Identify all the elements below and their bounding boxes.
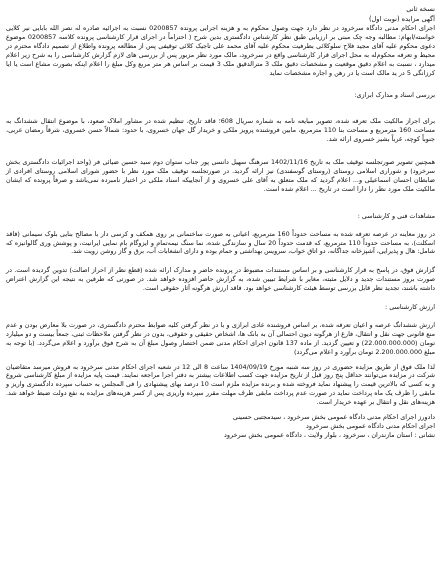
- copy-label: نسخه ثانی: [406, 5, 435, 13]
- notice-title: آگهی مزایده (نوبت اول): [368, 15, 435, 23]
- valuation-heading: ارزش کارشناسی :: [385, 303, 435, 312]
- officer-signature: دادورز اجرای احکام مدنی دادگاه عمومی بخش سرخرود ، سیدمجتبی حسینی: [232, 413, 435, 422]
- office-name: اجرای احکام مدنی دادگاه عمومی بخش سرخرود: [306, 422, 435, 430]
- valuation-paragraph: ارزش ششدانگ عرصه و اعیان تعرفه شده، بر اساس فروشنده عادی ابرازی و با در نظر گرفتن کلیه ضوابط محترم دادگستری، در صورت بلا معارض بودن و عدم منع قانونی جهت نقل و انتقال، فارغ از هرگونه دیون احتمالی آن به بانک ها، اشخاص حقیقی و حقوقی، بدون در نظر گرفتن ملاحظات ثبتی، جمعاً بیست و دو میلیارد تومان (22.000.000.000) و تعیین گردید. از ماده 137 قانون اجرای احکام مدنی ضمن اختصار وصول مبلغ آن به شرح فوق برآورد و اعلام می‌گردد. (با توجه به مبلغ 2.200.000.000 تومان برآورد و اعلام می‌گردد): [6, 320, 436, 356]
- seizure-paragraph: همچنین تصویر صورتجلسه توقیف ملک به تاریخ 1402/11/16 سرهنگ سهیل دانسی پور جناب ستوان دوم سید حسین ضیائی فر (واحد اجرائیات دادگستری بخش سرخرود) و شوراری اسلامی روستای (روستای گوسفندی) نیز ارائه گردید. در صورتجلسه توقیف ملک مورد نظر با حضور شورای اسلامی روستای افرادی از ضابطان احسان اسماعیلی و... اعلام گردید که ملک متعلق به آقای علی خسروی و از آنجاییکه اسناد ملکی در اختیار نامبرده نمی‌باشد و صرفاً پرونده که ایشان مالکیت ملک مورد نظر را دارا است در تاریخ ... اعلام شده است.: [6, 158, 435, 193]
- office-address: نشانی : استان مازندران ، سرخرود ، بلوار ولایت ، دادگاه عمومی بخش سرخرود: [224, 430, 435, 439]
- documents-heading: بررسی اسناد و مدارک ابرازی:: [354, 91, 435, 100]
- auction-terms-paragraph: لذا ملک فوق از طریق مزایده حضوری در روز سه شنبه مورخ 1404/09/19 ساعت 8 الی 12 در شعبه اجرای احکام مدنی سرخرود به فروش میرسد متقاضیان شرکت در مزایده می‌توانند حداقل پنج روز قبل از تاریخ مزایده جهت کسب اطلاعات بیشتر به دفتر اجرا مراجعه نمایند. قیمت پایه مزایده از مبلغ کارشناسی شروع و به کسی که بالاترین قیمت را پیشنهاد نماید فروخته شده و برنده مزایده ملزم است 10 درصد بهای پیشنهادی را فی المجلس به حساب سپرده دادگستری واریز و مابقی را ظرف یک ماه پرداخت نماید در صورت عدم پرداخت مابقی ظرف مهلت مقرر سپرده واریزی پس از کسر هزینه‌های مزایده به نفع دولت ضبط خواهد شد. هزینه‌های نقل و انتقال بر عهده خریدار است.: [6, 362, 436, 407]
- intro-paragraph: اجرای احکام مدنی دادگاه سرخرود در نظر دارد جهت وصول محکوم به و هزینه اجرایی پرونده 0200857 نسبت به اجرائیه صادره له نصر الله بابایی نیر کلایی خواسته/ابهام: مطالبه وجه چک مبنی بر ارزیابی طبق نظر کارشناس دادگستری بدین شرح ( احتراماً در اجرای قرار کارشناسی پرونده کلاسه 0200857 موضوع دعوی محکوم علیه آقای مجید فلاح سلوکلائی بطرفیت محکوم علیه آقای محمد علی تاجیک کلائی توقیفی پس از مطالعه پرونده واطلاع از تصمیم دادگاه محترم در محیط و تعرفه محکوم‌له به محل اجرای قرار کارشناسی واقع در سرخرود، مالک مورد نظر مزبور پس از بررسی های لازم گزارش کارشناسی را به شرح زیر اعلام میدارد ، نسبت به اعلام دقیق موقعیت و مشخصات دقیق ملک 3 مترالدقیق ملک 3 قیمت بر اساس هر متر مربع وکل مبلغ را اعلام اینکه بصورت مشاع است یا ایا کرزانگی 5 در ید مالک است یا در رهن و اجاره مشخصات نماید: [6, 24, 435, 77]
- observations-paragraph: در روز معاینه در عرصه تعرفه شده به مساحت حدوداً 160 مترمربع، اعیانی به صورت ساختمانی بر روی همکف و کرسی دار با مصالح بنایی بلوک سیمانی (فاقد اسکلت)، به مساحت حدوداً 110 مترمربع، که قدمت حدوداً 20 سال و سازندگی شده، نما سنگ نیمه‌تمام و ایزوگام بام نمایی ایرانیت، و پوشش وری گالوانیزه که شامل: هال و پذیرایی، آشپزخانه جداگانه، دو اتاق خواب، سرویس بهداشتی و حمام بوده و دارای انشعابات آب، برق و گاز روشن رویت شد.: [6, 229, 436, 256]
- ownership-paragraph: برای اجراز مالکیت ملک تعرفه شده، تصویر مبایعه نامه به شماره سریال 608؛ فاقد تاریخ، تنظیم شده در مشاور املاک صعود، با موضوع انتقال ششدانگ به مساحت 160 مترمربع و مساحت بنا 110 مترمربع، مابین فروشنده پرویز ملکی و خریدار گل جهان خسروی، با حدود: شمالاً حسن خسروی، شرقاً رمضان عربی، جنوباً کوچه، غرباً بشیر خسروی ارائه شد.: [6, 117, 435, 144]
- observations-heading: مشاهدات فنی و کارشناسی :: [357, 211, 435, 220]
- report-paragraph: گزارش فوق، در پاسخ به قرار کارشناسی و بر اساس مستندات مضبوط در پرونده حاضر و مدارک ارائه شده (قطع نظر از احراز اصالت) تدوین گردیده است. در صورت بروز مستندات جدید و دلایل مثبته، مغایر با شرایط تبیین شده، به گزارش حاضر افزوده خواهد شد. در صورتی که طرفین به نتیجه این گزارش اعتراض داشته باشند، تجدید نظر قابل بررسی توسط هیئت کارشناسی خواهد بود. فاقد ارزش هرگونه آثار حقوقی است.: [6, 266, 435, 293]
